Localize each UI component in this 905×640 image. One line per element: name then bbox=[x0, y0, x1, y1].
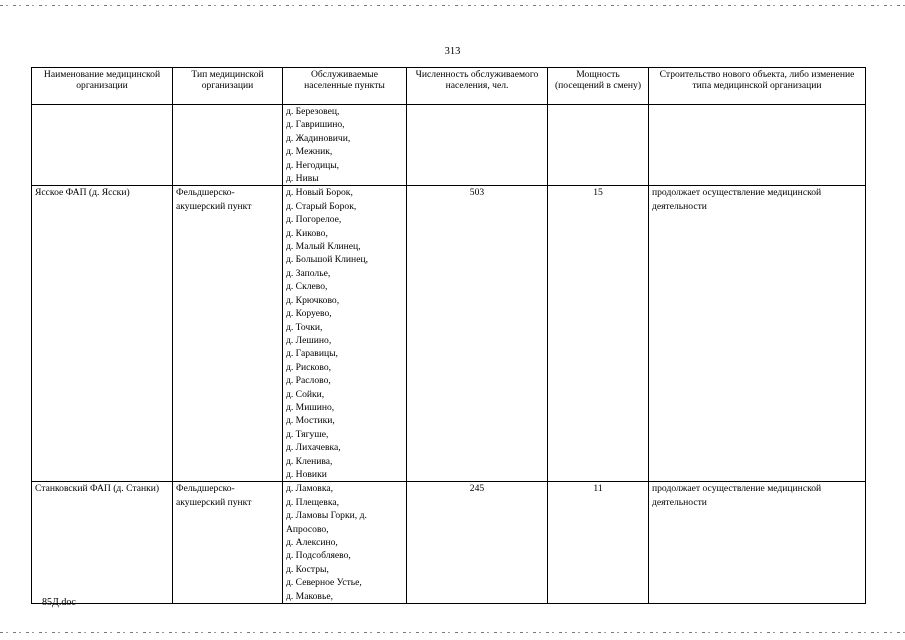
status-cell: продолжает осуществление медицинской деятельности bbox=[649, 482, 866, 604]
settlement-item: д. Лихачевка, bbox=[286, 442, 341, 454]
settlement-item: д. Межник, bbox=[286, 146, 333, 158]
settlement-item: д. Алексино, bbox=[286, 537, 338, 548]
facilities-table bbox=[31, 67, 866, 604]
settlement-item: д. Новый Борок, bbox=[286, 187, 353, 199]
settlement-item: д. Маковье, bbox=[286, 590, 333, 602]
table-header-row bbox=[32, 68, 866, 105]
header-status: Строительство нового объекта, либо изменение типа медицинской организации bbox=[649, 68, 866, 105]
capacity-cell: 15 bbox=[548, 186, 649, 482]
settlement-item: д. Сойки, bbox=[286, 388, 325, 400]
population-cell: 245 bbox=[407, 482, 548, 604]
settlement-item: д. Рисково, bbox=[286, 361, 332, 373]
header-population: Численность обслуживаемого населения, чел. bbox=[407, 68, 548, 105]
footer-filename: 85Д.doc bbox=[42, 597, 76, 608]
settlements-cell bbox=[283, 482, 407, 604]
settlement-item: д. Мишино, bbox=[286, 401, 335, 413]
population-cell: 503 bbox=[407, 186, 548, 482]
settlement-item: д. Тягуше, bbox=[286, 428, 329, 440]
settlement-item: д. Малый Клинец, bbox=[286, 241, 361, 253]
settlement-item: д. Плещевка, bbox=[286, 496, 339, 508]
status-cell: продолжает осуществление медицинской деятельности bbox=[649, 186, 866, 482]
settlement-item: д. Заполье, bbox=[286, 267, 331, 279]
scan-edge-bottom bbox=[0, 632, 905, 633]
settlement-item: д. Коруево, bbox=[286, 308, 332, 320]
org-type-cell bbox=[173, 105, 283, 186]
settlement-item: д. Подсобляево, bbox=[286, 550, 351, 562]
table-row bbox=[32, 186, 866, 482]
settlement-item: д. Мостики, bbox=[286, 415, 335, 427]
table-row bbox=[32, 482, 866, 604]
org-type-cell: Фельдшерско-акушерский пункт bbox=[173, 186, 283, 482]
org-name-cell bbox=[32, 105, 173, 186]
population-cell bbox=[407, 105, 548, 186]
page-number: 313 bbox=[444, 46, 461, 57]
settlements-cell bbox=[283, 186, 407, 482]
settlement-item: д. Старый Борок, bbox=[286, 200, 357, 212]
header-capacity: Мощность (посещений в смену) bbox=[548, 68, 649, 105]
settlement-item: д. Ламовка, bbox=[286, 483, 334, 495]
settlement-item: д. Новики bbox=[286, 468, 327, 480]
table-row bbox=[32, 105, 866, 186]
settlement-item: д. Гавришино, bbox=[286, 119, 345, 131]
status-cell bbox=[649, 105, 866, 186]
settlement-item: д. Лешино, bbox=[286, 334, 332, 346]
settlement-item: д. Кленива, bbox=[286, 455, 333, 467]
settlement-item: д. Погорелое, bbox=[286, 214, 342, 226]
org-name-cell: Станковский ФАП (д. Станки) bbox=[32, 482, 173, 604]
settlement-item: д. Большой Клинец, bbox=[286, 254, 368, 266]
org-name-cell: Ясское ФАП (д. Ясски) bbox=[32, 186, 173, 482]
settlement-item: д. Жадиновичи, bbox=[286, 132, 351, 144]
settlement-item: д. Точки, bbox=[286, 321, 323, 333]
settlement-item: д. Северное Устье, bbox=[286, 577, 362, 589]
capacity-cell bbox=[548, 105, 649, 186]
settlement-item: д. Ламовы Горки, д. Апросово, bbox=[286, 510, 367, 535]
header-org-name: Наименование медицинской организации bbox=[32, 68, 173, 105]
settlement-item: д. Нивы bbox=[286, 173, 319, 185]
settlement-item: д. Гаравицы, bbox=[286, 348, 338, 360]
settlement-item: д. Березовец, bbox=[286, 106, 340, 117]
settlement-item: д. Негодицы, bbox=[286, 159, 340, 171]
settlement-item: д. Раслово, bbox=[286, 375, 331, 387]
header-settlements: Обслуживаемые населенные пункты bbox=[283, 68, 407, 105]
org-type-cell: Фельдшерско-акушерский пункт bbox=[173, 482, 283, 604]
scan-edge-top bbox=[0, 5, 905, 6]
settlement-item: д. Костры, bbox=[286, 563, 329, 575]
settlement-item: д. Киково, bbox=[286, 227, 328, 239]
settlement-item: д. Крючково, bbox=[286, 294, 340, 306]
header-org-type: Тип медицинской организации bbox=[173, 68, 283, 105]
capacity-cell: 11 bbox=[548, 482, 649, 604]
settlement-item: д. Склево, bbox=[286, 281, 328, 293]
settlements-cell bbox=[283, 105, 407, 186]
